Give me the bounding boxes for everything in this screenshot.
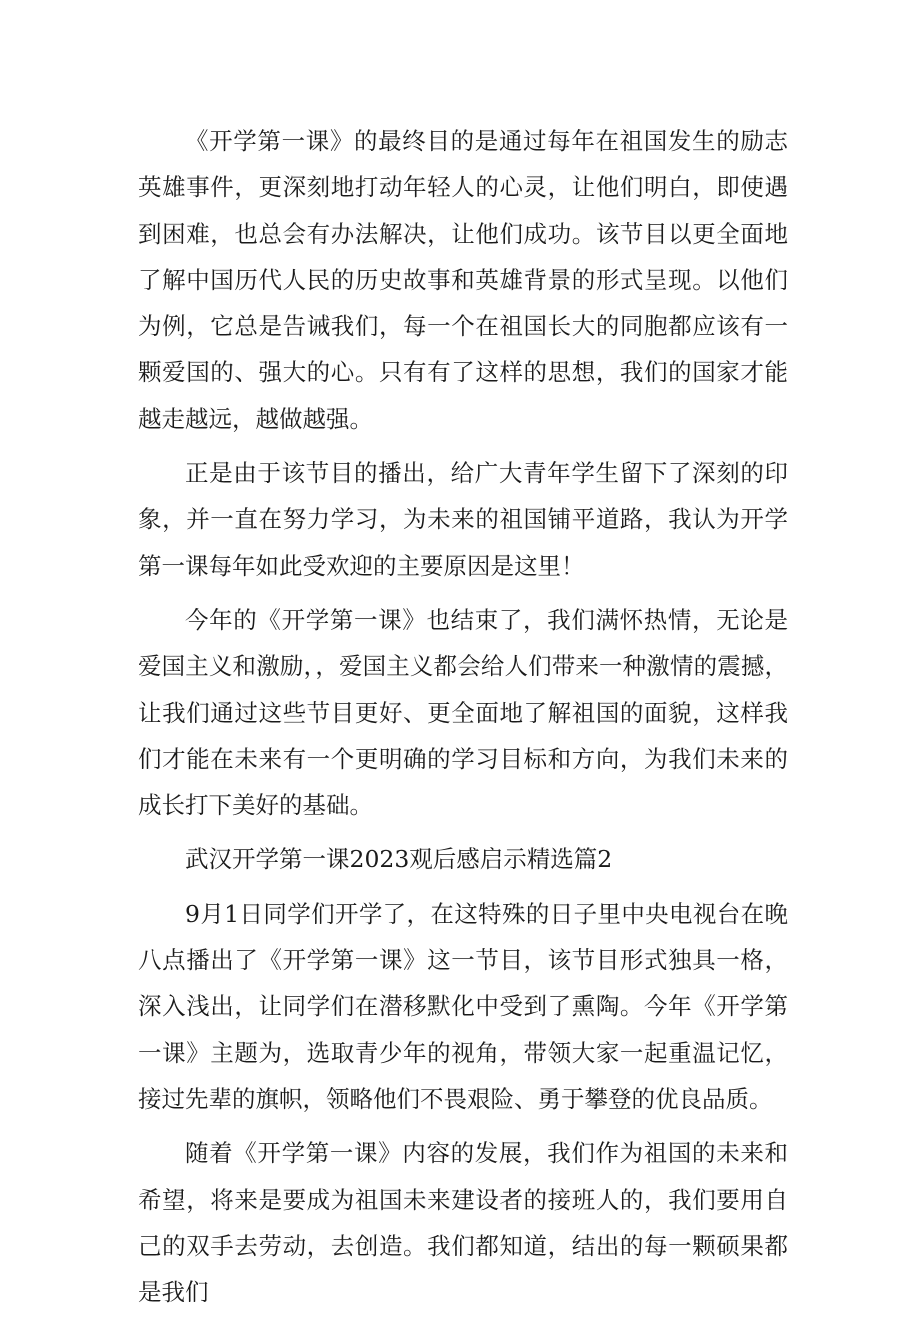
paragraph-3: 今年的《开学第一课》也结束了，我们满怀热情，无论是爱国主义和激励，，爱国主义都会给人们带来一种激情的震撼，让我们通过这些节目更好、更全面地了解祖国的面貌，这样我们才能在未来有一个更明确的学习目标和方向，为我们未来的成长打下美好的基础。 <box>138 605 788 820</box>
paragraph-5: 随着《开学第一课》内容的发展，我们作为祖国的未来和希望，将来是要成为祖国未来建设者的接班人的，我们要用自己的双手去劳动，去创造。我们都知道，结出的每一颗硕果都是我们 <box>138 1139 788 1307</box>
paragraph-2: 正是由于该节目的播出，给广大青年学生留下了深刻的印象，并一直在努力学习，为未来的祖国铺平道路，我认为开学第一课每年如此受欢迎的主要原因是这里！ <box>138 459 788 580</box>
paragraph-4: 9月1日同学们开学了，在这特殊的日子里中央电视台在晚八点播出了《开学第一课》这一节目，该节目形式独具一格，深入浅出，让同学们在潜移默化中受到了熏陶。今年《开学第一课》主题为，选取青少年的视角，带领大家一起重温记忆，接过先辈的旗帜，领略他们不畏艰险、勇于攀登的优良品质。 <box>138 899 788 1113</box>
document-body <box>138 118 788 1323</box>
section-heading: 武汉开学第一课2023观后感启示精选篇2 <box>185 845 613 874</box>
paragraph-1: 《开学第一课》的最终目的是通过每年在祖国发生的励志英雄事件，更深刻地打动年轻人的心灵，让他们明白，即使遇到困难，也总会有办法解决，让他们成功。该节目以更全面地了解中国历代人民的历史故事和英雄背景的形式呈现。以他们为例，它总是告诫我们，每一个在祖国长大的同胞都应该有一颗爱国的、强大的心。只有有了这样的思想，我们的国家才能越走越远，越做越强。 <box>138 127 788 433</box>
